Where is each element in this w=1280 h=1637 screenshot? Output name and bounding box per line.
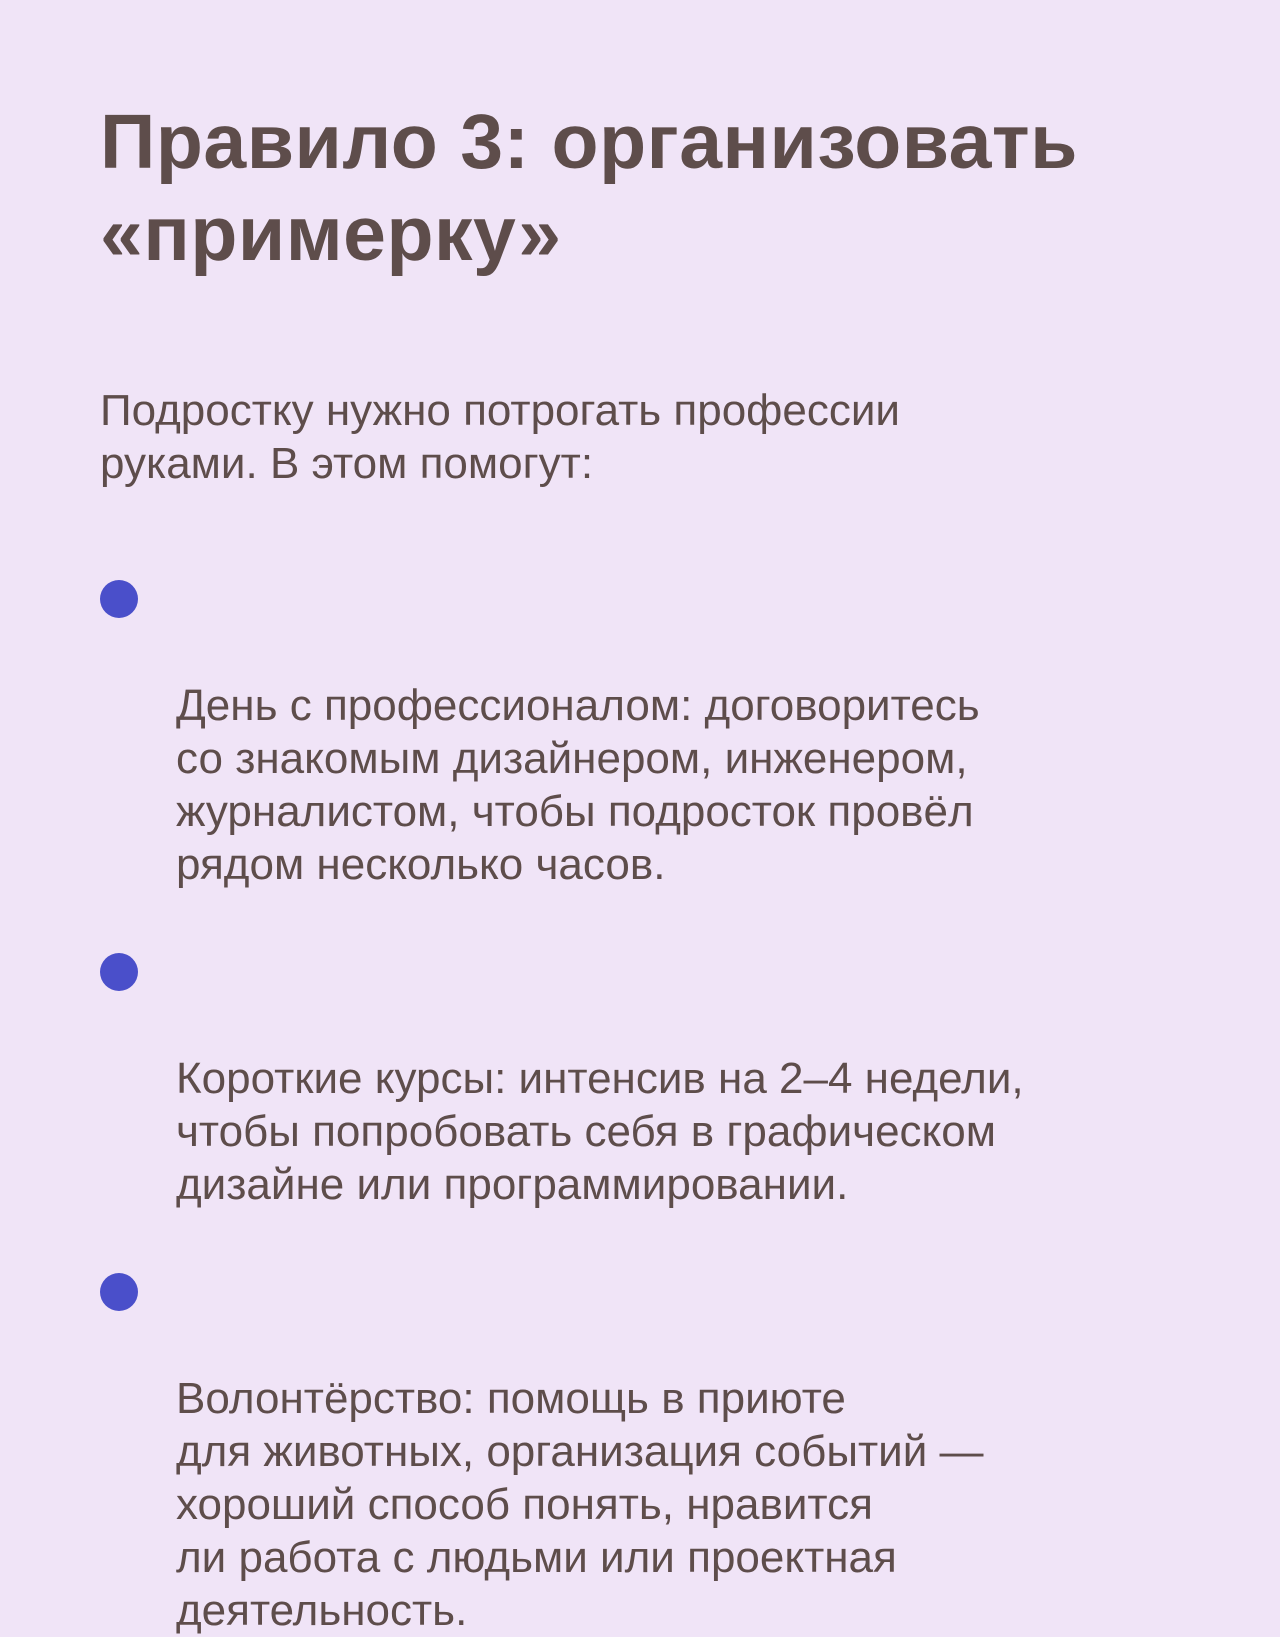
slide-title: Правило 3: организовать «примерку»	[100, 99, 1078, 277]
list-item	[100, 946, 1180, 1211]
bullet-dot-icon	[100, 580, 138, 618]
list-item-text: День с профессионалом: договоритесь со знакомым дизайнером, инженером, журналистом, чтобы подросток провёл рядом несколько часов.	[176, 681, 980, 889]
list-item	[100, 573, 1180, 891]
list-item-text: Волонтёрство: помощь в приюте для животных, организация событий — хороший способ понять, нравится ли работа с людьми или проектная деятельность.	[176, 1374, 984, 1635]
bullet-dot-icon	[100, 1273, 138, 1311]
list-item	[100, 1266, 1180, 1637]
tips-list	[100, 573, 1180, 1637]
intro-text: Подростку нужно потрогать профессии руками. В этом помогут:	[100, 386, 900, 488]
bullet-dot-icon	[100, 953, 138, 991]
list-item-text: Короткие курсы: интенсив на 2–4 недели, чтобы попробовать себя в графическом дизайне или программировании.	[176, 1054, 1024, 1209]
